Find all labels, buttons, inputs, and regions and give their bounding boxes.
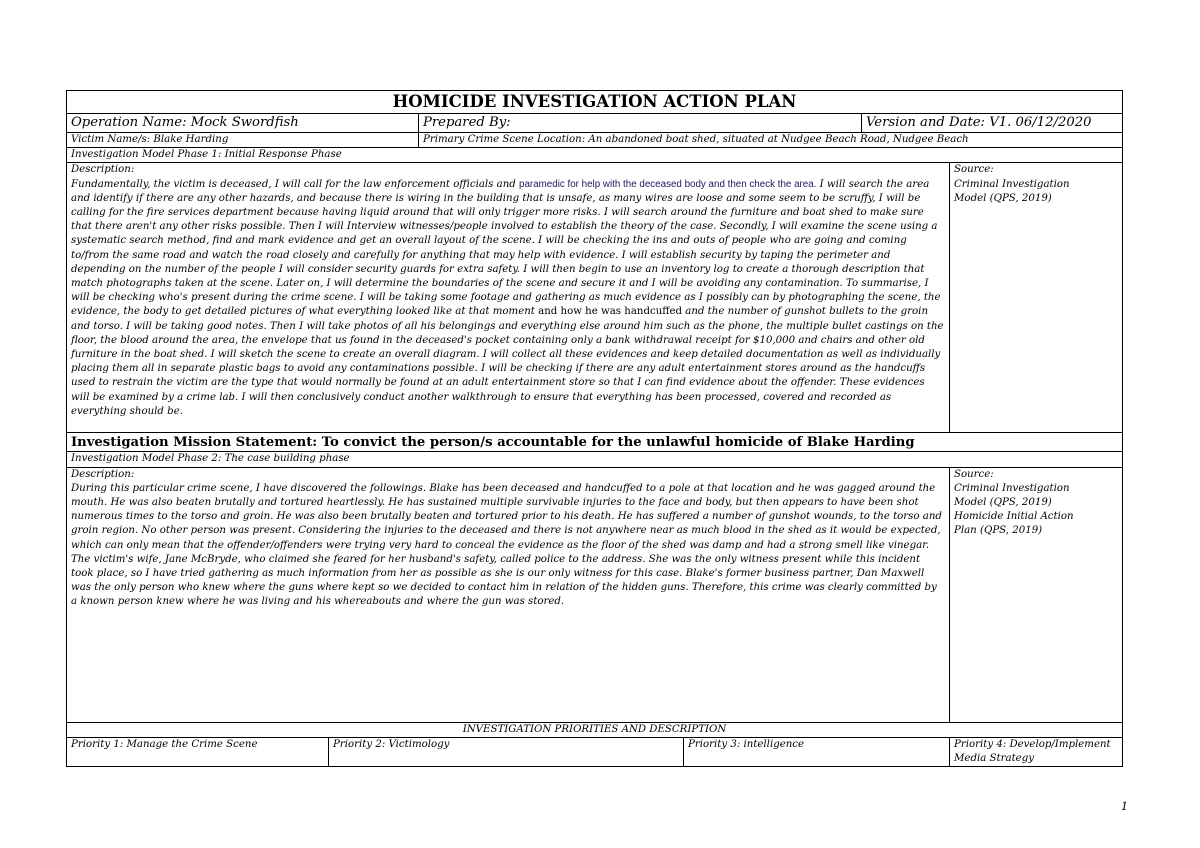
phase2-source-label: Source: bbox=[954, 468, 994, 480]
phase2-source-line: Model (QPS, 2019) bbox=[954, 497, 1052, 509]
phase2-source-line: Criminal Investigation bbox=[954, 482, 1070, 494]
priority-3: Priority 3: intelligence bbox=[684, 737, 950, 766]
crime-scene-location: Primary Crime Scene Location: An abandoned boat shed, situated at Nudgee Beach Road, Nudgee Beach bbox=[419, 133, 1123, 148]
phase1-text-normal: and how he was handcuffed bbox=[534, 306, 683, 318]
page-number: 1 bbox=[1121, 800, 1128, 813]
priority-4: Priority 4: Develop/Implement Media Strategy bbox=[950, 737, 1123, 766]
prepared-by: Prepared By: bbox=[419, 114, 862, 133]
phase1-text-a: Fundamentally, the victim is deceased, I will call for the law enforcement officials and bbox=[71, 178, 520, 190]
operation-name: Operation Name: Mock Swordfish bbox=[67, 114, 419, 133]
phase1-text-b: I will search the area and identify if there are any other hazards, and because there is wiring in the building that is unsafe, as many wires are loose and some seem to be scruffy, I will be calling for the fire services department because having liquid around that will only trigger more risks. I will search around the furniture and boat shed to make sure that there aren't any other risks possible. Then I will Interview witnesses/people involved to establish the theory of the case. Secondly, I will examine the scene using a systematic search method, find and mark evidence and get an overall layout of the scene. I will be checking the ins and outs of people who are going and coming to/from the same road and watch the road closely and carefully for anything that may help with evidence. I will establish security by taping the perimeter and depending on the number of the people I will consider security guards for extra safety. I will then begin to use an inventory log to create a thorough description that match photographs taken at the scene. Later on, I will determine the boundaries of the scene and secure it and I will be avoiding any contamination. To summarise, I will be checking who's present during the crime scene. I will be taking some footage and gathering as much evidence as I possibly can by photographing the scene, the evidence, the body to get detailed pictures of what everything looked like at that moment bbox=[71, 178, 941, 318]
phase2-description bbox=[67, 467, 950, 722]
version-date: Version and Date: V1. 06/12/2020 bbox=[862, 114, 1123, 133]
phase2-title: Investigation Model Phase 2: The case building phase bbox=[67, 452, 1123, 467]
phase1-description-text bbox=[71, 178, 945, 419]
phase1-title: Investigation Model Phase 1: Initial Response Phase bbox=[67, 148, 1123, 163]
phase1-source-line: Criminal Investigation bbox=[954, 178, 1070, 190]
mission-statement: Investigation Mission Statement: To convict the person/s accountable for the unlawful homicide of Blake Harding bbox=[67, 433, 1123, 452]
page-title: HOMICIDE INVESTIGATION ACTION PLAN bbox=[67, 91, 1123, 114]
phase1-source bbox=[950, 163, 1123, 433]
phase1-description-label: Description: bbox=[71, 164, 135, 176]
priorities-heading: INVESTIGATION PRIORITIES AND DESCRIPTION bbox=[67, 722, 1123, 737]
phase2-source bbox=[950, 467, 1123, 722]
phase1-text-sans: paramedic for help with the deceased body and then check the area. bbox=[519, 178, 817, 190]
victim-name: Victim Name/s: Blake Harding bbox=[67, 133, 419, 148]
phase2-source-line: Plan (QPS, 2019) bbox=[954, 525, 1043, 537]
phase1-text-c: and the number of gunshot bullets to the groin and torso. I will be taking good notes. Then I will take photos of all his belongings and everything else around him such as the phone, the multiple bullet castings on the floor, the blood around the area, the envelope that us found in the deceased's pocket containing only a bank withdrawal receipt for $10,000 and chairs and other old furniture in the boat shed. I will sketch the scene to create an overall diagram. I will collect all these evidences and keep detailed documentation as well as individually placing them all in separate plastic bags to avoid any contaminations possible. I will be checking if there are any adult entertainment stores around as the handcuffs used to restrain the victim are the type that would normally be found at an adult entertainment store so that I can find evidence about the offender. These evidences will be examined by a crime lab. I will then conclusively conduct another walkthrough to ensure that everything has been processed, covered and recorded as everything should be. bbox=[71, 306, 944, 417]
priority-1: Priority 1: Manage the Crime Scene bbox=[67, 737, 329, 766]
phase2-source-line: Homicide Initial Action bbox=[954, 511, 1074, 523]
phase1-source-label: Source: bbox=[954, 164, 994, 176]
action-plan-table bbox=[66, 90, 1123, 767]
phase1-source-line: Model (QPS, 2019) bbox=[954, 192, 1052, 204]
phase2-description-label: Description: bbox=[71, 468, 135, 480]
phase1-description bbox=[67, 163, 950, 433]
phase2-description-text: During this particular crime scene, I have discovered the followings. Blake has been deceased and handcuffed to a pole at that location and he was gagged around the mouth. He was also beaten brutally and tortured heartlessly. He has sustained multiple survivable injuries to the face and body, but then appears to have been shot numerous times to the torso and groin. He was also been brutally beaten and tortured prior to his death. He has suffered a number of gunshot wounds, to the torso and groin region. No other person was present. Considering the injuries to the deceased and there is not anywhere near as much blood in the shed as it would be expected, which can only mean that the offender/offenders were trying very hard to conceal the evidence as the floor of the shed was damp and had a strong smell like vinegar. The victim's wife, Jane McBryde, who claimed she feared for her husband's safety, called police to the address. She was the only witness present while this incident took place, so I have tried gathering as much information from her as possible as she is our only witness for this case. Blake's former business partner, Dan Maxwell was the only person who knew where the guns where kept so we decided to contact him in relation of the hidden guns. Therefore, this crime was clearly committed by a known person knew where he was living and his whereabouts and where the gun was stored. bbox=[71, 482, 942, 608]
action-plan-document bbox=[66, 90, 1122, 767]
priority-2: Priority 2: Victimology bbox=[329, 737, 684, 766]
